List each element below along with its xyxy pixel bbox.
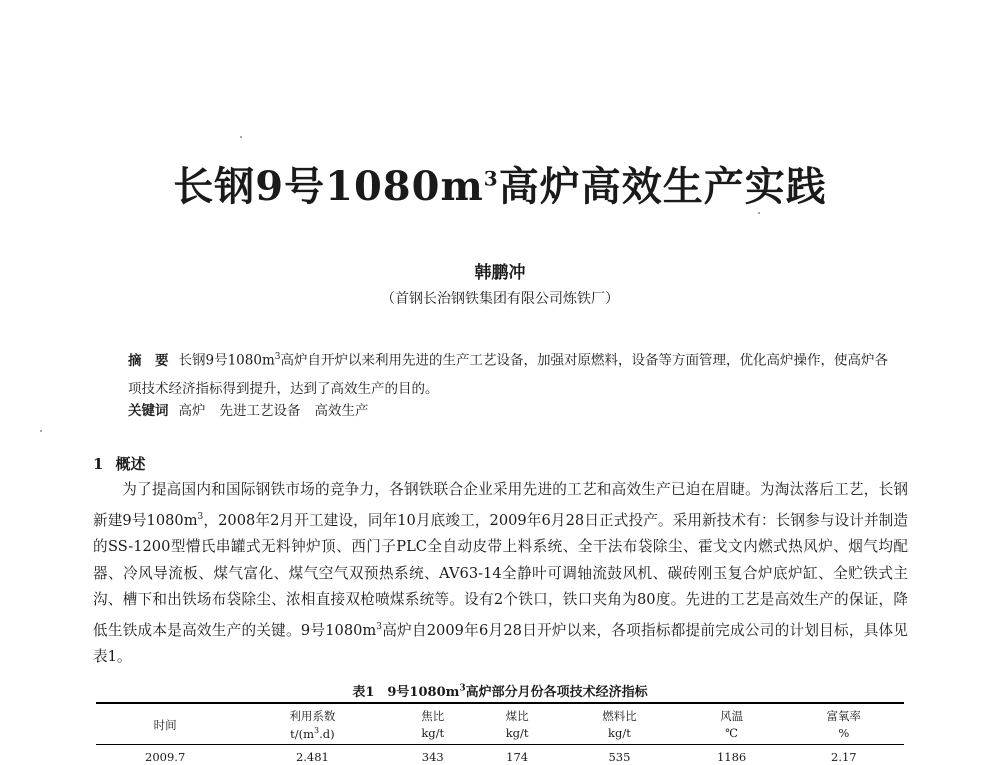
table-cell: 535 xyxy=(608,749,631,764)
unit-utilization xyxy=(234,725,390,744)
body-paragraph xyxy=(93,477,908,671)
table-cell: 2.17 xyxy=(831,749,857,764)
body-text-1: 为了提高国内和国际钢铁市场的竞争力，各钢铁联合企业采用先进的工艺和高效生产已迫在眉睫。为淘汰落后工艺，长钢新建9号1080m xyxy=(93,481,908,529)
keywords-label: 关键词 xyxy=(128,403,169,419)
unit-coke-ratio: kg/t xyxy=(391,725,475,744)
col-header-coal-ratio: 煤比 xyxy=(475,703,559,725)
title-text: 长钢9号1080m xyxy=(173,163,484,210)
unit-text: t/(m xyxy=(290,726,315,741)
unit-fuel-ratio: kg/t xyxy=(559,725,679,744)
abstract xyxy=(128,343,888,403)
caption-text: 表1 9号1080m xyxy=(352,685,460,700)
scan-speck xyxy=(40,430,42,432)
unit-text-rest: .d) xyxy=(319,726,335,741)
body-superscript-1: 3 xyxy=(197,511,204,522)
unit-coal-ratio: kg/t xyxy=(475,725,559,744)
unit-superscript: 3 xyxy=(314,726,320,735)
caption-text-rest: 高炉部分月份各项技术经济指标 xyxy=(465,685,648,700)
table-cell: 2.481 xyxy=(295,749,329,764)
scan-speck xyxy=(758,212,760,214)
abstract-text: 长钢9号1080m xyxy=(178,352,275,369)
scan-speck xyxy=(240,136,242,138)
section-heading xyxy=(93,453,145,474)
table-row xyxy=(96,744,904,765)
col-header-blast-temp: 风温 xyxy=(680,703,784,725)
col-header-time: 时间 xyxy=(96,703,234,744)
abstract-superscript: 3 xyxy=(274,352,281,362)
col-header-coke-ratio: 焦比 xyxy=(391,703,475,725)
unit-blast-temp: ℃ xyxy=(680,725,784,744)
keyword: 先进工艺设备 xyxy=(219,403,301,419)
table-cell: 343 xyxy=(421,749,444,764)
paper-title xyxy=(0,155,1000,212)
body-superscript-2: 3 xyxy=(376,621,382,632)
caption-superscript: 3 xyxy=(459,683,466,694)
table-cell: 174 xyxy=(506,749,529,764)
body-text-2: ，2008年2月开工建设，同年10月底竣工，2009年6月28日正式投产。采用新技术有：长钢参与设计并制造的SS-1200型懵氏串罐式无料钟炉顶、西门子PLC全自动皮带上料系统、全干法布袋除尘、霍戈文内燃式热风炉、烟气均配器、冷风导流板、煤气富化、煤气空气双预热系统、AV63-14全静叶可调轴流鼓风机、碳砖刚玉复合炉底炉缸、全贮铁式主沟、槽下和出铁场布袋除尘、浓相直接双枪喷煤系统等。设有2个铁口，铁口夹角为80度。先进的工艺是高效生产的保证，降低生铁成本是高效生产的关键。9号1080m xyxy=(93,511,908,639)
unit-oxygen-rate: % xyxy=(784,725,904,744)
table-cell: 1186 xyxy=(716,749,747,764)
author-name: 韩鹏冲 xyxy=(474,263,526,283)
title-text-suffix: 高炉高效生产实践 xyxy=(498,163,827,210)
col-header-fuel-ratio: 燃料比 xyxy=(559,703,679,725)
section-title: 概述 xyxy=(115,455,146,473)
body-text-3: 高炉自2009年6月28日开炉以来，各项指标都提前完成公司的计划目标，具体见表1。 xyxy=(93,621,909,666)
col-header-utilization: 利用系数 xyxy=(234,703,390,725)
table-cell: 2009.7 xyxy=(145,749,186,764)
keywords xyxy=(128,399,383,419)
indicator-table xyxy=(96,702,904,765)
col-header-oxygen-rate: 富氧率 xyxy=(784,703,904,725)
section-number: 1 xyxy=(93,455,104,473)
abstract-text-rest: 高炉自开炉以来利用先进的生产工艺设备，加强对原燃料，设备等方面管理，优化高炉操作，使高炉各项技术经济指标得到提升，达到了高效生产的目的。 xyxy=(128,352,888,397)
abstract-label: 摘 要 xyxy=(128,352,169,369)
table-caption xyxy=(0,681,1000,700)
author-affiliation: （首钢长治钢铁集团有限公司炼铁厂） xyxy=(381,291,619,307)
keyword: 高炉 xyxy=(178,403,206,419)
keyword: 高效生产 xyxy=(314,403,369,419)
title-superscript: 3 xyxy=(483,166,499,191)
